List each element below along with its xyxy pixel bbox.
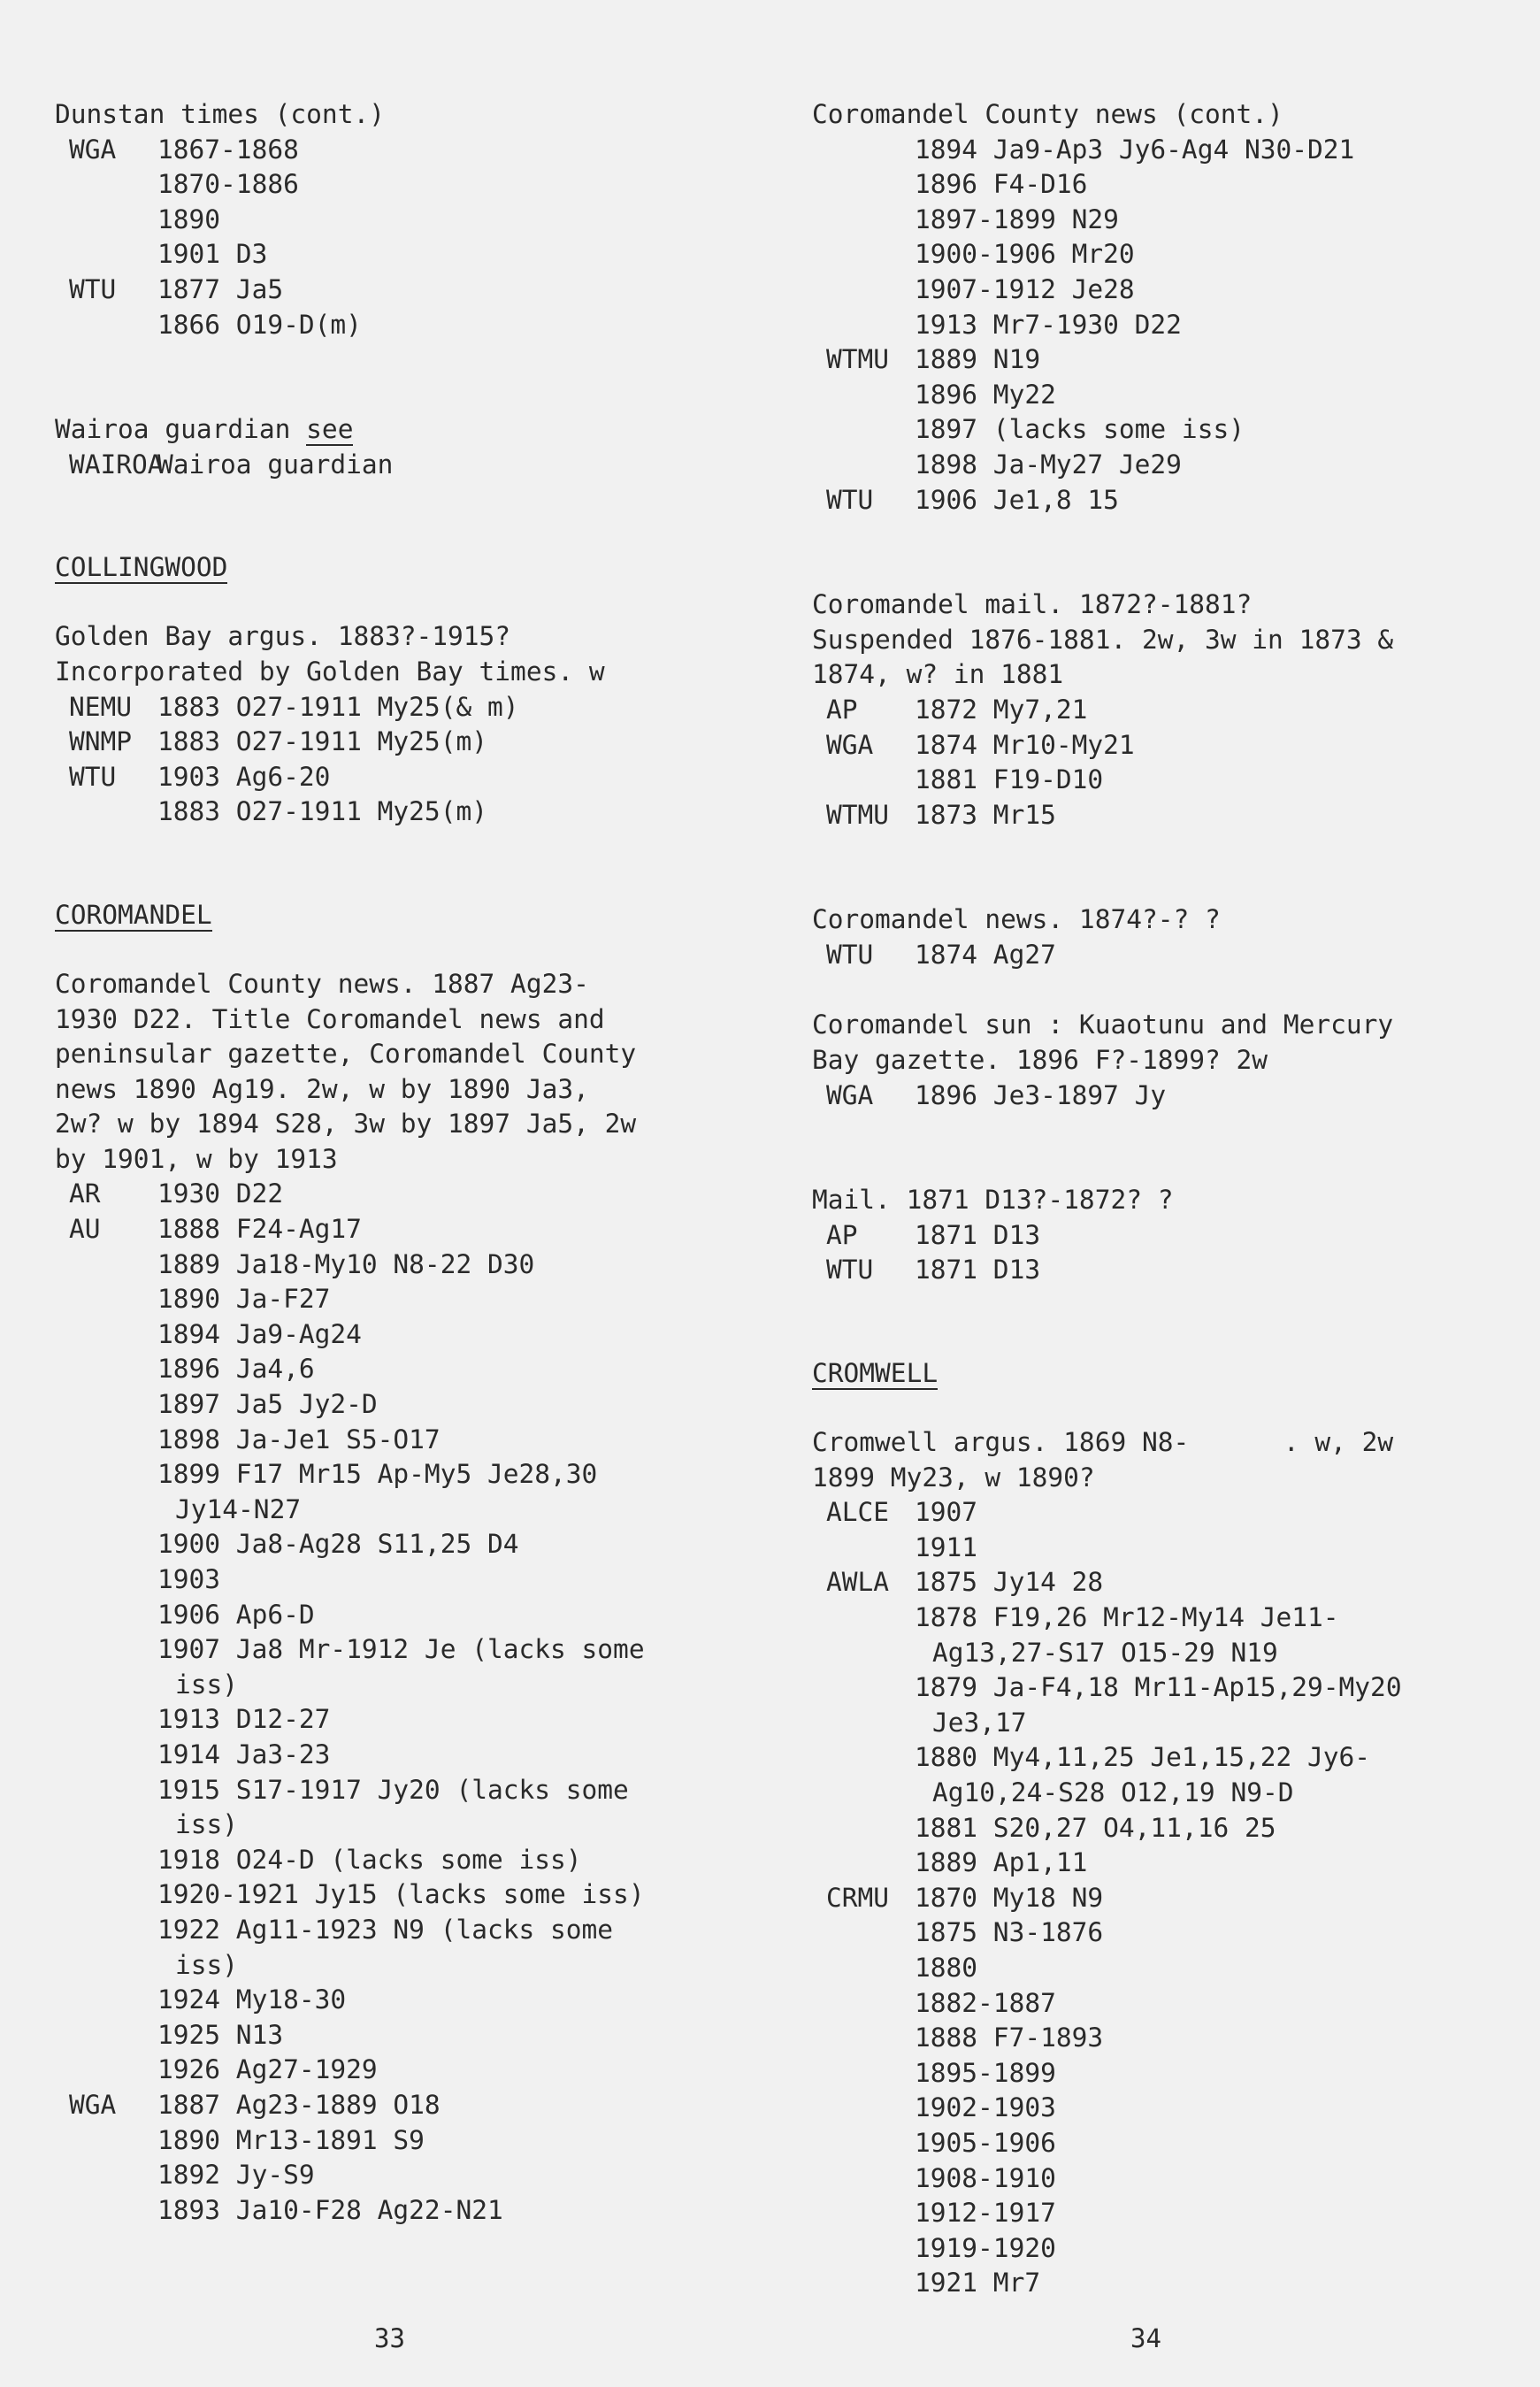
holding-row [55,272,727,308]
entry-title: Coromandel news. 1874?-? ? [812,904,1221,935]
library-code: WGA [826,729,874,760]
holding-dates: 1867-1868 [157,134,299,165]
library-code [55,1423,157,1458]
holding-dates: 1877 Ja5 [157,273,284,304]
holding-dates: 1896 Ja4,6 [157,1354,315,1385]
library-code [812,1986,915,2022]
library-code: NEMU [69,691,133,722]
holding-dates: Ag10,24-S28 O12,19 N9-D [932,1777,1294,1808]
holding-dates: 1905-1906 [915,2127,1056,2158]
library-code [55,1282,157,1317]
holding-dates: iss) [175,1949,239,1980]
holding-row [812,2056,1511,2092]
left-column [55,97,727,2228]
holding-dates: 1880 [915,1952,978,1983]
holding-row [55,1598,727,1633]
section-heading: COLLINGWOOD [55,552,228,583]
holding-dates: 1902-1903 [915,2092,1056,2123]
spacer [812,518,1511,587]
holding-dates: 1908-1910 [915,2162,1056,2193]
library-code [812,1776,915,1811]
holding-dates: 1894 Ja9-Ap3 Jy6-Ag4 N30-D21 [915,134,1355,165]
holding-dates: 1890 Ja-F27 [157,1284,331,1315]
holding-row [55,1773,727,1808]
holding-row [812,1881,1511,1916]
library-code [812,2091,915,2126]
holding-dates: 1888 F24-Ag17 [157,1214,362,1245]
library-code: AWLA [826,1567,890,1598]
holding-dates: 1883 O27-1911 My25(m) [157,726,487,757]
holding-dates: 1907 Ja8 Mr-1912 Je (lacks some [157,1634,645,1665]
library-code [812,1531,915,1566]
entry-title: Wairoa guardian see [55,414,354,445]
library-code [812,1636,915,1671]
holding-dates: iss) [175,1669,239,1700]
library-code [55,1877,157,1913]
holding-row [812,1670,1511,1706]
holding-row [812,2126,1511,2161]
holding-row [55,760,727,795]
holding-dates: 1906 Je1,8 15 [915,484,1119,515]
holding-row [55,308,727,343]
holding-row [812,483,1511,518]
holding-row [55,2123,727,2159]
library-code: WTU [826,1255,874,1286]
catalog-entry [812,1183,1511,1288]
holding-dates: 1912-1917 [915,2198,1056,2229]
holding-row [55,1212,727,1247]
holding-dates: 1921 Mr7 [915,2268,1041,2299]
spacer [812,833,1511,902]
library-code [812,412,915,448]
library-code [812,763,915,798]
holding-dates: 1926 Ag27-1929 [157,2054,378,2085]
holding-row [55,1282,727,1317]
holding-dates: 1922 Ag11-1923 N9 (lacks some [157,1914,614,1945]
holding-dates: 1913 Mr7-1930 D22 [915,309,1182,340]
holding-row [55,1983,727,2018]
library-code: WTU [826,939,874,970]
holding-dates: 1898 Ja-Je1 S5-O17 [157,1424,441,1454]
library-code [812,448,915,483]
holding-row [812,167,1511,203]
holding-row [55,1948,727,1984]
catalog-entry [55,619,727,830]
holding-dates: 1880 My4,11,25 Je1,15,22 Jy6- [915,1742,1371,1773]
holding-row [812,1811,1511,1846]
holding-dates: 1907 [915,1497,978,1528]
holding-dates: 1882-1887 [915,1987,1056,2018]
library-code [55,2123,157,2159]
holding-dates: Ag13,27-S17 O15-29 N19 [932,1637,1278,1668]
holding-dates: 1920-1921 Jy15 (lacks some iss) [157,1879,645,1910]
holding-dates: 1897 Ja5 Jy2-D [157,1389,378,1420]
library-code: ALCE [826,1497,890,1528]
holding-row [55,725,727,760]
holding-row [55,1913,727,1948]
holding-row [812,1706,1511,1741]
holding-dates: 1889 Ap1,11 [915,1847,1088,1878]
holding-row [55,2088,727,2123]
holding-row [812,798,1511,833]
holding-dates: 1874 Mr10-My21 [915,729,1135,760]
holding-row [55,167,727,203]
library-code: WGA [826,1079,874,1110]
holding-row [812,1565,1511,1600]
holding-row [55,2018,727,2053]
library-code [812,1600,915,1636]
library-code [55,1668,157,1703]
holding-dates: 1906 Ap6-D [157,1599,315,1630]
holding-row [55,1527,727,1562]
library-code [812,1846,915,1881]
holding-row [812,1740,1511,1776]
catalog-entry [812,587,1511,833]
holding-dates: 1875 N3-1876 [915,1917,1104,1948]
library-code [55,2018,157,2053]
library-code [812,272,915,308]
library-code [55,203,157,238]
library-code [55,1773,157,1808]
right-column [812,97,1511,2301]
holding-row [812,1986,1511,2022]
library-code [55,1913,157,1948]
holding-row [55,448,727,483]
holding-dates: 1889 Ja18-My10 N8-22 D30 [157,1248,535,1279]
holding-row [812,203,1511,238]
holding-dates: 1889 N19 [915,344,1041,375]
holding-dates: 1895-1899 [915,2057,1056,2088]
catalog-entry [812,902,1511,972]
library-code [812,378,915,413]
holding-dates: 1878 F19,26 Mr12-My14 Je11- [915,1602,1339,1632]
holding-row [55,794,727,830]
holding-dates: 1881 S20,27 O4,11,16 25 [915,1812,1276,1843]
library-code [55,794,157,830]
library-code [55,1387,157,1423]
holding-dates: 1898 Ja-My27 Je29 [915,449,1182,480]
library-code [55,1493,157,1528]
library-code [812,2126,915,2161]
holding-row [55,203,727,238]
holding-row [812,2266,1511,2301]
holding-dates: 1897 (lacks some iss) [915,414,1245,445]
holding-row [55,1738,727,1773]
holding-row [812,1495,1511,1531]
library-code [55,167,157,203]
holding-row [812,342,1511,378]
holding-dates: iss) [175,1809,239,1840]
holding-row [812,1600,1511,1636]
holding-dates: 1896 F4-D16 [915,169,1088,200]
library-code [55,2053,157,2088]
holding-dates: 1871 D13 [915,1219,1041,1250]
holding-row [55,1493,727,1528]
holding-dates: Jy14-N27 [175,1493,302,1524]
section-heading-wrapper [55,482,727,619]
holding-row [55,1702,727,1738]
library-code: AP [826,1219,858,1250]
holding-row [55,2158,727,2193]
holding-dates: 1903 [157,1564,221,1594]
library-code [55,1948,157,1984]
library-code [812,1915,915,1951]
library-code [812,1706,915,1741]
holding-row [55,2053,727,2088]
holding-row [55,1352,727,1387]
library-code [55,1598,157,1633]
holding-row [812,378,1511,413]
holding-dates: 1930 D22 [157,1178,284,1209]
library-code: AP [826,694,858,725]
spacer [812,972,1511,1008]
holding-dates: 1870-1886 [157,169,299,200]
library-code: WNMP [69,726,133,757]
library-code [55,1738,157,1773]
spacer [55,342,727,412]
holding-dates: 1887 Ag23-1889 O18 [157,2089,441,2120]
page-number: 33 [374,2323,405,2353]
holding-dates: 1915 S17-1917 Jy20 (lacks some [157,1774,629,1805]
holding-row [812,1636,1511,1671]
holding-row [55,1562,727,1598]
holding-row [812,1253,1511,1288]
library-code: CRMU [826,1882,890,1913]
holding-dates: Wairoa guardian [157,449,394,480]
library-code: WTMU [826,344,890,375]
holding-dates: 1924 My18-30 [157,1984,347,2015]
holding-dates: 1907-1912 Je28 [915,273,1135,304]
right-page [770,0,1540,2387]
holding-row [812,693,1511,728]
holding-row [812,308,1511,343]
library-code [55,1632,157,1668]
catalog-entry [55,967,727,2228]
holding-dates: 1890 Mr13-1891 S9 [157,2124,425,2155]
holding-row [55,1177,727,1212]
entry-title: Coromandel mail. 1872?-1881? Suspended 1876-1881. 2w, 3w in 1873 & 1874, w? in 1881 [812,589,1394,690]
holding-row [812,2021,1511,2056]
catalog-entry [812,1425,1511,2301]
library-code [55,1702,157,1738]
library-code [55,1352,157,1387]
library-code [55,1317,157,1353]
entry-title: Coromandel County news (cont.) [812,99,1283,129]
catalog-entry [812,1008,1511,1113]
holding-dates: 1896 My22 [915,379,1056,410]
holding-dates: 1873 Mr15 [915,799,1056,830]
holding-row [812,1846,1511,1881]
holding-dates: 1883 O27-1911 My25(& m) [157,691,519,722]
holding-dates: 1866 O19-D(m) [157,309,362,340]
holding-row [812,448,1511,483]
entry-title: Coromandel County news. 1887 Ag23- 1930 D22. Title Coromandel news and peninsular gazette, Coromandel County news 1890 Ag19. 2w, w by 1890 Ja3, 2w? w by 1894 S28, 3w by 1897 Ja5, 2w by 1901, w by 1913 [55,968,637,1174]
holding-row [812,1951,1511,1986]
holding-dates: 1881 F19-D10 [915,764,1104,795]
catalog-entry [55,97,727,342]
holding-row [812,237,1511,272]
library-code [812,2056,915,2092]
holding-dates: 1875 Jy14 28 [915,1567,1104,1598]
library-code [55,1457,157,1493]
library-code: WTMU [826,799,890,830]
holding-dates: 1925 N13 [157,2019,284,2050]
holding-row [55,1808,727,1843]
holding-row [55,1457,727,1493]
holding-dates: 1903 Ag6-20 [157,761,331,792]
holding-dates: 1870 My18 N9 [915,1882,1104,1913]
holding-dates: 1914 Ja3-23 [157,1738,331,1769]
holding-dates: 1919-1920 [915,2232,1056,2263]
library-code: WGA [69,2089,117,2120]
holding-row [812,938,1511,973]
holding-row [812,2196,1511,2231]
holding-dates: 1893 Ja10-F28 Ag22-N21 [157,2194,503,2225]
holding-row [812,412,1511,448]
holding-row [55,1387,727,1423]
holding-dates: 1874 Ag27 [915,939,1056,970]
library-code [812,2266,915,2301]
holding-dates: 1894 Ja9-Ag24 [157,1318,362,1349]
holding-dates: 1900-1906 Mr20 [915,239,1135,270]
library-code: AR [69,1178,101,1209]
holding-row [812,2091,1511,2126]
library-code [812,2021,915,2056]
holding-dates: 1883 O27-1911 My25(m) [157,796,487,827]
holding-dates: 1890 [157,203,221,234]
holding-row [812,1915,1511,1951]
holding-row [55,1247,727,1283]
holding-row [55,690,727,725]
library-code [812,133,915,168]
holding-row [812,133,1511,168]
holding-row [812,2231,1511,2267]
library-code: WGA [69,134,117,165]
library-code [812,237,915,272]
section-heading-wrapper [812,1288,1511,1425]
library-code: WTU [69,273,117,304]
holding-row [812,1531,1511,1566]
holding-row [55,1668,727,1703]
holding-dates: 1888 F7-1893 [915,2022,1104,2053]
holding-row [812,1218,1511,1254]
library-code [812,167,915,203]
library-code [812,1811,915,1846]
holding-row [55,133,727,168]
catalog-entry [812,97,1511,518]
holding-dates: 1913 D12-27 [157,1704,331,1735]
library-code [812,2196,915,2231]
section-heading: COROMANDEL [55,899,212,930]
holding-dates: 1899 F17 Mr15 Ap-My5 Je28,30 [157,1459,598,1490]
library-code [55,1843,157,1878]
holding-dates: 1879 Ja-F4,18 Mr11-Ap15,29-My20 [915,1672,1402,1703]
entry-title: Dunstan times (cont.) [55,99,385,129]
holding-dates: 1892 Jy-S9 [157,2160,315,2191]
spacer [812,1113,1511,1183]
holding-row [55,1843,727,1878]
holding-dates: 1911 [915,1531,978,1562]
library-code: WAIROA [69,449,164,480]
entry-title: Cromwell argus. 1869 N8- . w, 2w 1899 My23, w 1890? [812,1427,1394,1493]
holding-dates: 1871 D13 [915,1255,1041,1286]
holding-dates: 1897-1899 N29 [915,203,1119,234]
holding-row [812,728,1511,764]
library-code [812,1951,915,1986]
holding-dates: Je3,17 [932,1707,1027,1738]
library-code: WTU [69,761,117,792]
library-code [55,237,157,272]
holding-row [55,237,727,272]
entry-title: Coromandel sun : Kuaotunu and Mercury Bay gazette. 1896 F?-1899? 2w [812,1009,1394,1076]
library-code [812,1740,915,1776]
page-number: 34 [1130,2323,1161,2353]
section-heading-wrapper [55,830,727,967]
library-code [812,2231,915,2267]
library-code [55,2158,157,2193]
holding-dates: 1896 Je3-1897 Jy [915,1079,1167,1110]
holding-row [55,1423,727,1458]
catalog-entry [55,412,727,482]
library-code [812,203,915,238]
library-code [812,308,915,343]
library-code [55,308,157,343]
library-code [55,2193,157,2229]
library-code [55,1527,157,1562]
holding-row [812,272,1511,308]
holding-row [812,1078,1511,1114]
library-code [55,1247,157,1283]
holding-row [55,1317,727,1353]
library-code [55,1983,157,2018]
holding-dates: 1901 D3 [157,239,268,270]
holding-dates: 1872 My7,21 [915,694,1088,725]
holding-row [55,2193,727,2229]
library-code [812,1670,915,1706]
entry-title: Golden Bay argus. 1883?-1915? Incorporated by Golden Bay times. w [55,621,605,687]
holding-row [812,1776,1511,1811]
entry-title: Mail. 1871 D13?-1872? ? [812,1185,1174,1216]
library-code [55,1562,157,1598]
holding-row [812,2161,1511,2197]
library-code: WTU [826,484,874,515]
holding-row [812,763,1511,798]
library-code [812,2161,915,2197]
library-code: AU [69,1214,101,1245]
library-code [55,1808,157,1843]
holding-row [55,1632,727,1668]
holding-row [55,1877,727,1913]
holding-dates: 1900 Ja8-Ag28 S11,25 D4 [157,1529,519,1560]
holding-dates: 1918 O24-D (lacks some iss) [157,1844,582,1875]
section-heading: CROMWELL [812,1358,939,1389]
